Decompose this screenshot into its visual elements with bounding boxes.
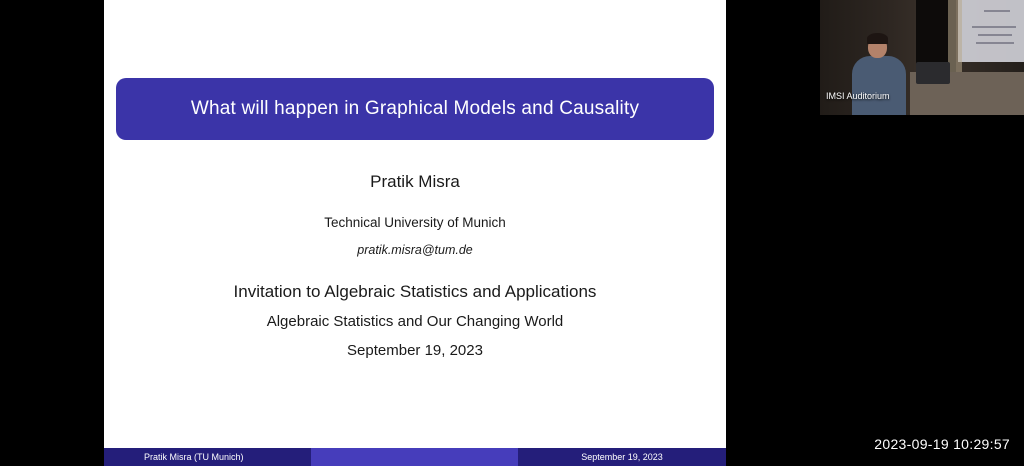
recording-timestamp: 2023-09-19 10:29:57 bbox=[874, 436, 1010, 452]
footer-middle bbox=[311, 448, 518, 466]
footer-date: September 19, 2023 bbox=[518, 448, 726, 466]
slide-event-subtitle: Algebraic Statistics and Our Changing World bbox=[266, 313, 564, 330]
webcam-laptop bbox=[916, 62, 950, 84]
slide-content-area bbox=[104, 0, 726, 448]
slide-title-banner bbox=[116, 78, 714, 140]
webcam-speaker-body bbox=[852, 56, 906, 115]
webcam-speaker-hair bbox=[867, 33, 888, 44]
slide-affiliation: Technical University of Munich bbox=[324, 215, 506, 230]
slide-footer bbox=[104, 448, 726, 466]
slide-email: pratik.misra@tum.de bbox=[357, 243, 473, 257]
webcam-projection-screen bbox=[958, 0, 1024, 62]
slide-author: Pratik Misra bbox=[370, 172, 460, 191]
presentation-slide bbox=[104, 0, 726, 466]
slide-event-date: September 19, 2023 bbox=[347, 342, 483, 359]
webcam-room-label: IMSI Auditorium bbox=[826, 91, 890, 101]
slide-title: What will happen in Graphical Models and Causality bbox=[190, 98, 640, 119]
footer-author: Pratik Misra (TU Munich) bbox=[104, 448, 311, 466]
slide-event-title: Invitation to Algebraic Statistics and Applications bbox=[233, 282, 597, 301]
webcam-feed[interactable] bbox=[820, 0, 1024, 115]
